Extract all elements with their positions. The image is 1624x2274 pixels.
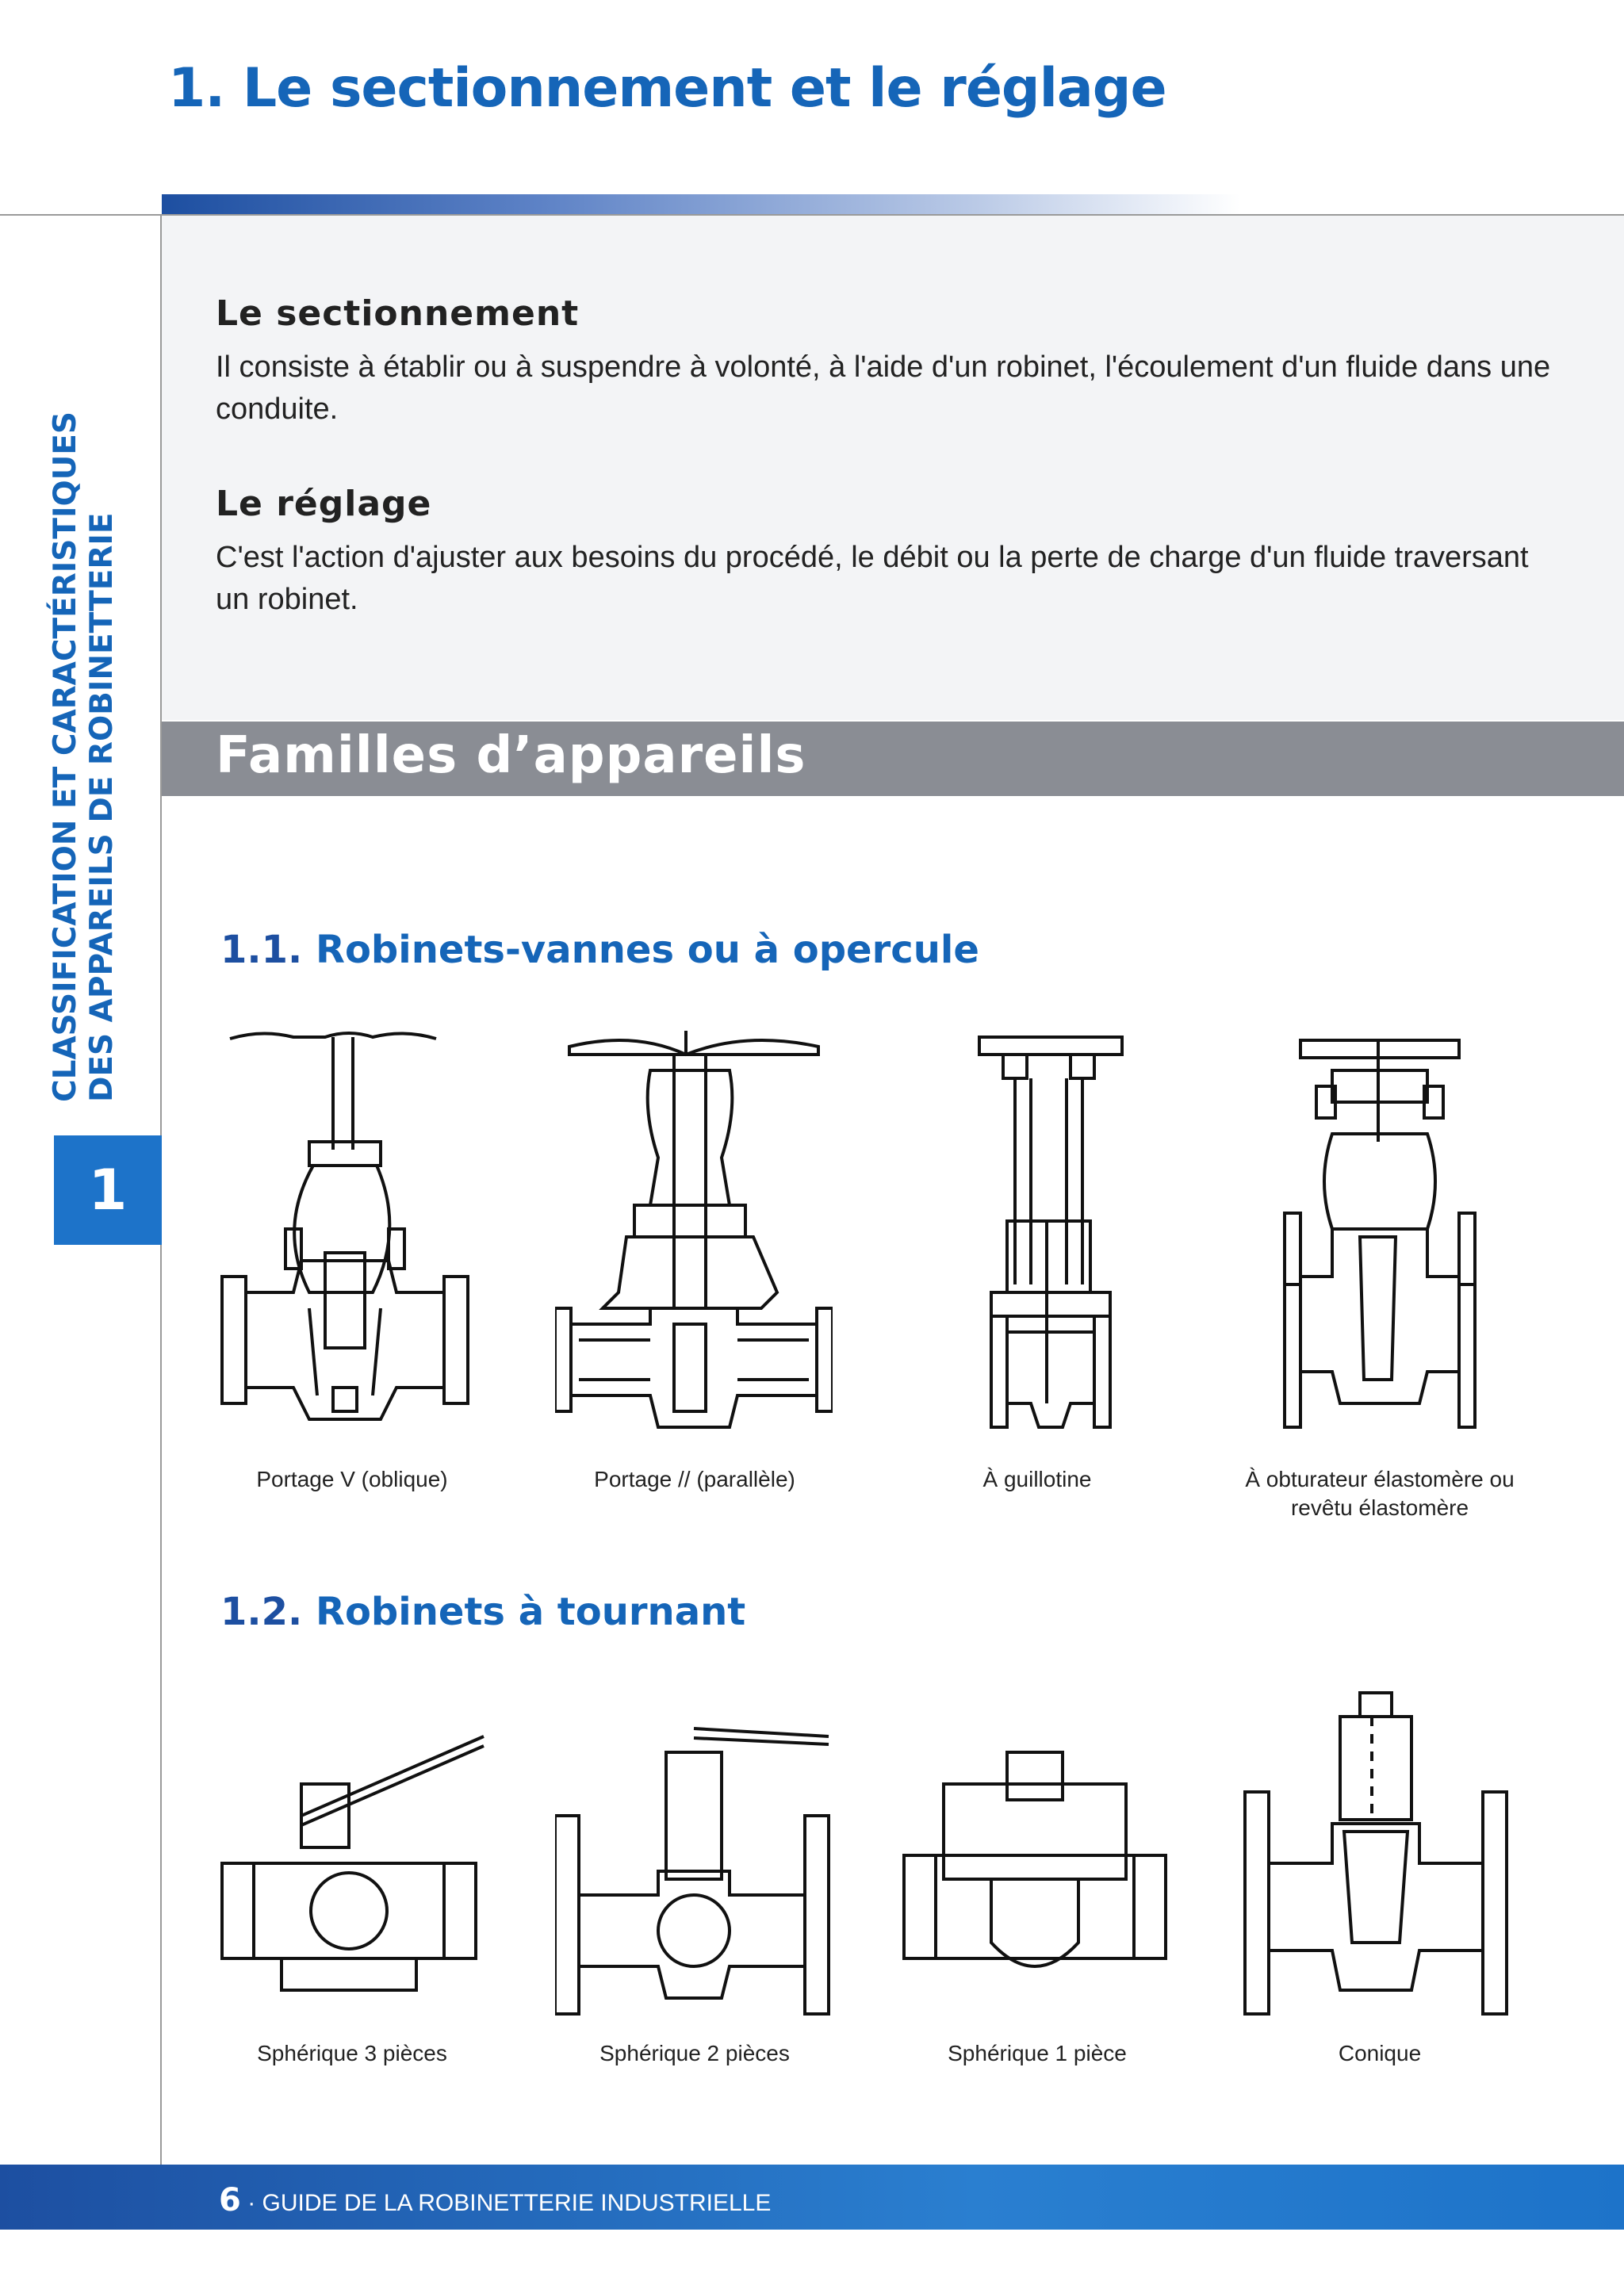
footer-guide-title: GUIDE DE LA ROBINETTERIE INDUSTRIELLE xyxy=(262,2190,772,2216)
ball-valve-1-piece-illustration xyxy=(896,1681,1174,2038)
section-1-2-number: 1.2. xyxy=(220,1590,303,1634)
knife-gate-valve-illustration xyxy=(912,1023,1189,1451)
sectionnement-text: Il consiste à établir ou à suspendre à volonté, à l'aide d'un robinet, l'écoulement d'un fluide dans une conduite. xyxy=(216,350,1551,426)
ball-valve-3-piece-illustration xyxy=(214,1681,492,2038)
chapter-side-title xyxy=(48,412,121,1102)
caption-conique: Conique xyxy=(1338,2041,1422,2065)
page-title: 1. Le sectionnement et le réglage xyxy=(168,57,1166,120)
header-gradient-bar xyxy=(162,194,1240,215)
footer-label xyxy=(219,2182,771,2218)
page-number: 6 xyxy=(219,2182,241,2218)
gate-valve-v-illustration xyxy=(214,1023,492,1451)
section-1-1-title: Robinets-vannes ou à opercule xyxy=(315,928,979,972)
caption-spherique-1: Sphérique 1 pièce xyxy=(948,2041,1127,2065)
sectionnement-heading: Le sectionnement xyxy=(216,293,580,334)
section-1-1-number: 1.1. xyxy=(220,928,303,972)
caption-obturateur-elastomere: À obturateur élastomère ou revêtu élastomère xyxy=(1245,1467,1515,1520)
footer-bar xyxy=(0,2165,1624,2230)
section-1-2-title: Robinets à tournant xyxy=(315,1590,746,1634)
caption-spherique-3: Sphérique 3 pièces xyxy=(257,2041,447,2065)
gate-valve-parallel-illustration xyxy=(555,1023,833,1451)
plug-valve-illustration xyxy=(1237,1681,1515,2038)
reglage-heading: Le réglage xyxy=(216,484,432,524)
families-title: Familles d’appareils xyxy=(216,726,806,785)
reglage-text: C'est l'action d'ajuster aux besoins du procédé, le débit ou la perte de charge d'un fluide traversant un robinet. xyxy=(216,541,1529,616)
resilient-seat-gate-valve-illustration xyxy=(1245,1023,1522,1451)
footer-separator: · xyxy=(247,2190,256,2216)
chapter-number-badge: 1 xyxy=(54,1135,162,1245)
ball-valve-2-piece-illustration xyxy=(555,1681,833,2038)
chapter-side-title-line1: CLASSIFICATION ET CARACTÉRISTIQUES xyxy=(48,411,83,1102)
families-band xyxy=(162,722,1624,796)
chapter-side-title-line2: DES APPAREILS DE ROBINETTERIE xyxy=(84,512,120,1102)
intro-panel xyxy=(162,216,1624,720)
caption-spherique-2: Sphérique 2 pièces xyxy=(599,2041,790,2065)
caption-portage-v: Portage V (oblique) xyxy=(256,1467,448,1491)
section-1-2-heading xyxy=(220,1590,745,1634)
caption-portage-parallel: Portage // (parallèle) xyxy=(594,1467,795,1491)
caption-guillotine: À guillotine xyxy=(982,1467,1092,1491)
section-1-1-heading xyxy=(220,928,979,972)
